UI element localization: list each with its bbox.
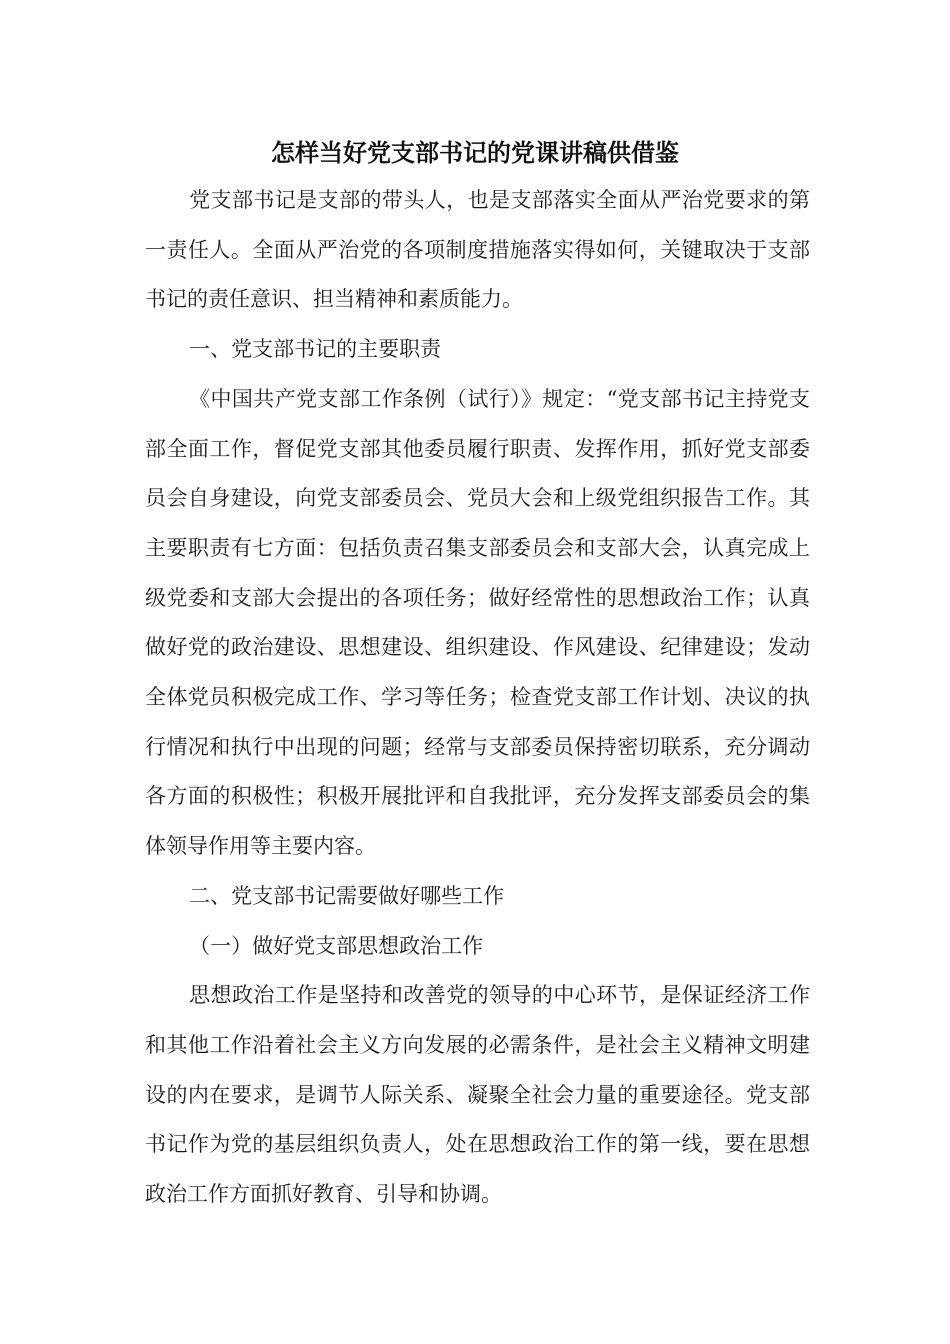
paragraph-ideological-work: 思想政治工作是坚持和改善党的领导的中心环节，是保证经济工作和其他工作沿着社会主义方向发展的必需条件，是社会主义精神文明建设的内在要求，是调节人际关系、凝聚全社会力量的重要途径。党支部书记作为党的基层组织负责人，处在思想政治工作的第一线，要在思想政治工作方面抓好教育、引导和协调。 (145, 983, 810, 1207)
section-heading-1: 一、党支部书记的主要职责 (189, 337, 442, 362)
section-heading-2: 二、党支部书记需要做好哪些工作 (189, 883, 505, 908)
paragraph-duties: 《中国共产党支部工作条例（试行）》规定：“党支部书记主持党支部全面工作，督促党支部其他委员履行职责、发挥作用，抓好党支部委员会自身建设，向党支部委员会、党员大会和上级党组织报告工作。其主要职责有七方面：包括负责召集支部委员会和支部大会，认真完成上级党委和支部大会提出的各项任务；做好经常性的思想政治工作；认真做好党的政治建设、思想建设、组织建设、作风建设、纪律建设；发动全体党员积极完成工作、学习等任务；检查党支部工作计划、决议的执行情况和执行中出现的问题；经常与支部委员保持密切联系，充分调动各方面的积极性；积极开展批评和自我批评，充分发挥支部委员会的集体领导作用等主要内容。 (145, 386, 810, 859)
subsection-heading-1: （一）做好党支部思想政治工作 (189, 933, 484, 958)
document-body (145, 176, 810, 1220)
paragraph-intro: 党支部书记是支部的带头人，也是支部落实全面从严治党要求的第一责任人。全面从严治党的各项制度措施落实得如何，关键取决于支部书记的责任意识、担当精神和素质能力。 (145, 188, 810, 312)
document-title: 怎样当好党支部书记的党课讲稿供借鉴 (271, 139, 679, 167)
